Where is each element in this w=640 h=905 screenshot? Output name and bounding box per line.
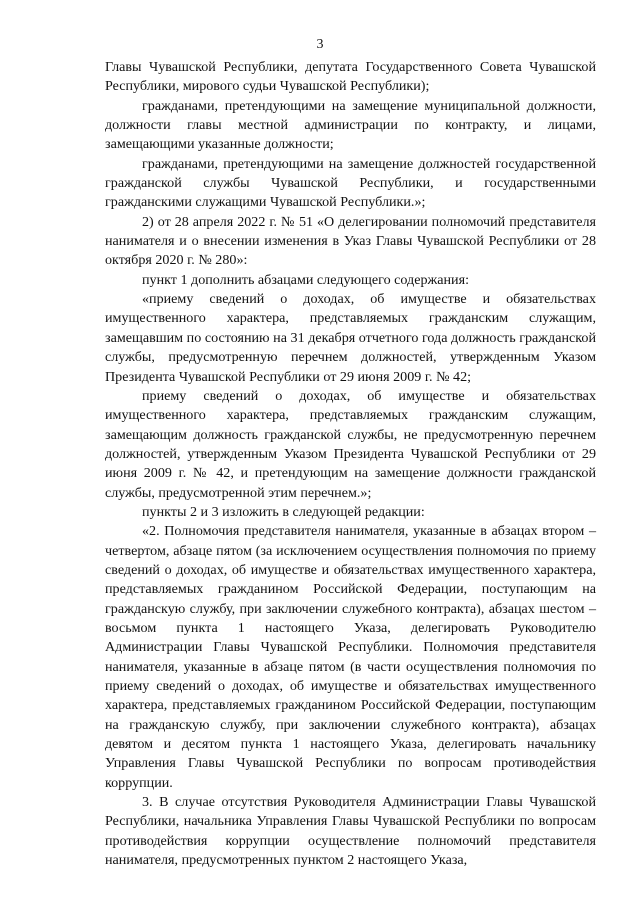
paragraph: 2) от 28 апреля 2022 г. № 51 «О делегировании полномочий представителя нанимателя и о внесении изменения в Указ Главы Чувашской Республики от 28 октября 2020 г. № 280»:	[105, 213, 596, 269]
paragraph: пункты 2 и 3 изложить в следующей редакции:	[142, 503, 425, 520]
paragraph: гражданами, претендующими на замещение должностей государственной гражданской службы Чувашской Республики, и государственными гражданскими служащими Чувашской Республики.»;	[105, 155, 596, 211]
paragraph: «2. Полномочия представителя нанимателя, указанные в абзацах втором – четвертом, абзаце пятом (за исключением осуществления полномочия по приему сведений о доходах, об имуществе и обязательствах имущественного характера, представляемых гражданином Российской Федерации, поступающим на гражданскую службу, при заключении служебного контракта), абзацах шестом – восьмом пункта 1 настоящего Указа, делегировать Руководителю Администрации Главы Чувашской Республики. Полномочия представителя нанимателя, указанные в абзаце пятом (в части осуществления полномочия по приему сведений о доходах, об имуществе и обязательствах имущественного характера, представляемых гражданином Российской Федерации, поступающим на гражданскую службу, при заключении служебного контракта), абзацах девятом и десятом пункта 1 настоящего Указа, делегировать начальнику Управления Главы Чувашской Республики по вопросам противодействия коррупции.	[105, 523, 596, 791]
paragraph: пункт 1 дополнить абзацами следующего содержания:	[142, 271, 469, 288]
paragraph: приему сведений о доходах, об имуществе и обязательствах имущественного характера, представляемых гражданским служащим, замещающим должность гражданской службы, не предусмотренную перечнем должностей, утвержденным Указом Президента Чувашской Республики от 29 июня 2009 г. № 42, и претендующим на замещение должности гражданской службы, предусмотренной этим перечнем.»;	[105, 387, 596, 501]
paragraph: Главы Чувашской Республики, депутата Государственного Совета Чувашской Республики, мирового судьи Чувашской Республики);	[105, 59, 596, 95]
paragraph: «приему сведений о доходах, об имуществе и обязательствах имущественного характера, представляемых гражданским служащим, замещавшим по состоянию на 31 декабря отчетного года должность гражданской службы, предусмотренную перечнем должностей, утвержденным Указом Президента Чувашской Республики от 29 июня 2009 г. № 42;	[105, 291, 596, 385]
paragraph: гражданами, претендующими на замещение муниципальной должности, должности главы местной администрации по контракту, и лицами, замещающими указанные должности;	[105, 97, 596, 153]
paragraph: 3. В случае отсутствия Руководителя Администрации Главы Чувашской Республики, начальника Управления Главы Чувашской Республики по вопросам противодействия коррупции осуществление полномочий представителя нанимателя, предусмотренных пунктом 2 настоящего Указа,	[105, 794, 596, 869]
page-number: 3	[316, 37, 324, 52]
document-body	[105, 58, 596, 870]
